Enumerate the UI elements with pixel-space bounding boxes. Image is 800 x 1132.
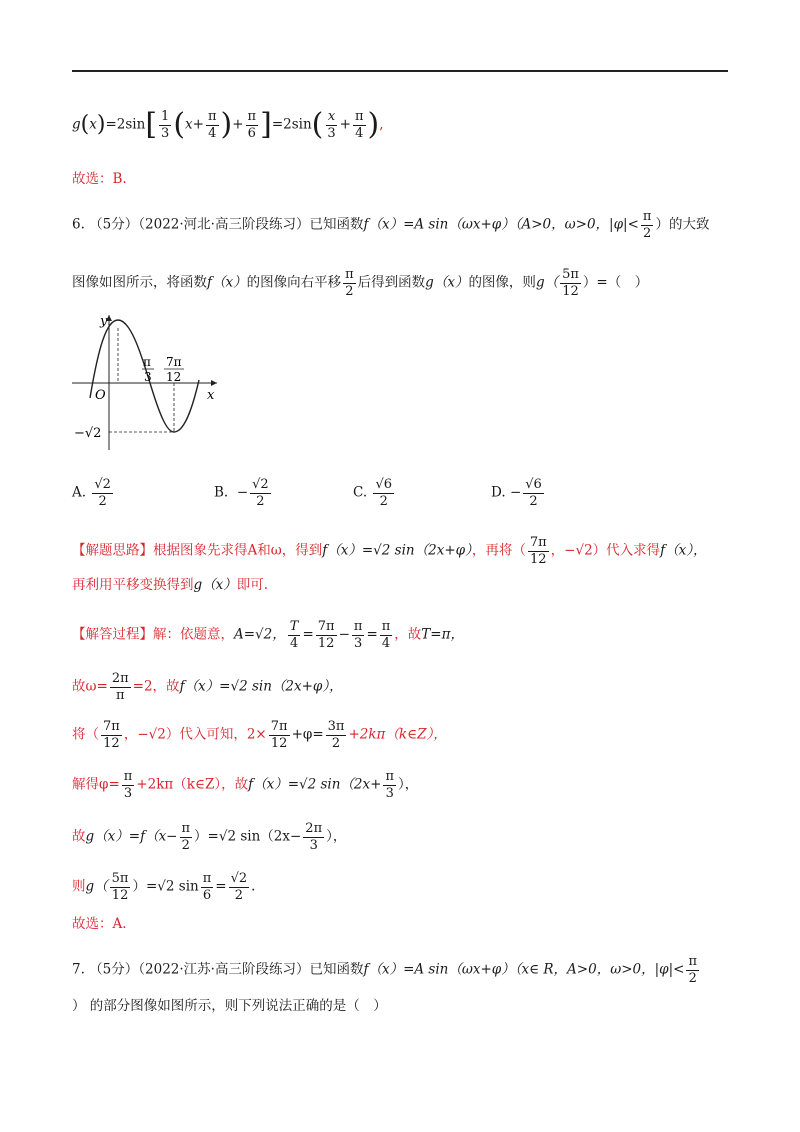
option-c[interactable]: C. $\frac{√6}{2}$ <box>353 477 392 509</box>
tick-7pi12-den: 12 <box>166 370 182 384</box>
y-axis-label: y <box>100 314 108 329</box>
option-b[interactable]: B. − $\frac{√2}{2}$ <box>214 477 269 509</box>
solution-idea-line1: 【解题思路】根据图象先求得A和ω，得到f（x）=√2 sin（2x+φ），再将（ $\frac{7\pi}{12}$ ，−√2）代入求得f（x）， <box>72 535 707 567</box>
x-axis-label: x <box>207 388 215 403</box>
option-d[interactable]: D. − $\frac{√6}{2}$ <box>491 477 542 509</box>
option-a[interactable]: A. $\frac{√2}{2}$ <box>72 477 111 509</box>
sine-graph <box>62 310 232 460</box>
q6-line1: 6. （5分）（2022·河北·高三阶段练习）已知函数f（x）=A sin（ωx+φ）（A>0，ω>0，|φ|< $\frac{\pi}{2}$ ）的大致 <box>72 209 710 241</box>
solution-idea-line2: 再利用平移变换得到g（x）即可. <box>72 577 269 593</box>
tick-pi3-den: 3 <box>144 370 152 384</box>
q7-line2: ） 的部分图像如图所示，则下列说法正确的是（ ） <box>72 998 387 1014</box>
tick-7pi12-num: 7π <box>166 355 182 369</box>
solution-value: 则g（ $\frac{5\pi}{12}$ ）=√2 sin $\frac{\pi}{6}$ = $\frac{√2}{2}$ . <box>72 871 256 903</box>
header-rule <box>72 70 728 72</box>
solution-omega: 故ω= $\frac{2\pi}{\pi}$ =2，故f（x）=√2 sin（2x+φ）， <box>72 671 343 703</box>
tick-neg-sqrt2: −√2 <box>74 426 102 441</box>
solution-phi: 解得φ= $\frac{\pi}{3}$ +2kπ（k∈Z），故f（x）=√2 sin（2x+ $\frac{\pi}{3}$ ）， <box>72 769 419 801</box>
q6-line2: 图像如图所示，将函数f（x）的图像向右平移 $\frac{\pi}{2}$ 后得到函数g（x）的图像，则g（ $\frac{5\pi}{12}$ ）=（ ） <box>72 267 649 299</box>
q7-line1: 7. （5分）（2022·江苏·高三阶段练习）已知函数f（x）=A sin（ωx+φ）（x∈ R，A>0，ω>0，|φ|< $\frac{\pi}{2}$ <box>72 954 698 986</box>
solution-process-line1: 【解答过程】解：依题意，A=√2， $\frac{T}{4}$ = $\frac{7\pi}{12}$ − $\frac{\pi}{3}$ = $\frac{\pi}{4}$ ，故T=π， <box>72 619 464 651</box>
prev-answer: 故选：B. <box>72 171 127 187</box>
solution-g: 故g（x）=f（x− $\frac{\pi}{2}$ ）=√2 sin（2x− $\frac{2\pi}{3}$ ）， <box>72 821 347 853</box>
x-axis-arrow <box>211 380 217 386</box>
tick-pi3-num: π <box>143 355 151 369</box>
solution-answer: 故选：A. <box>72 916 127 932</box>
solution-substitute: 将（ $\frac{7\pi}{12}$ ，−√2）代入可知，2× $\frac{7\pi}{12}$ +φ= $\frac{3\pi}{2}$ +2kπ（k∈Z）， <box>72 719 447 751</box>
origin-label: O <box>95 388 106 403</box>
prev-solution-formula: g(x)=2sin[ $\frac{1}{3}$ (x+ $\frac{\pi}{4}$ )+ $\frac{\pi}{6}$ ]=2sin( $\frac{x}{3}$ + $\frac{\pi}{4}$ ), <box>72 107 384 143</box>
